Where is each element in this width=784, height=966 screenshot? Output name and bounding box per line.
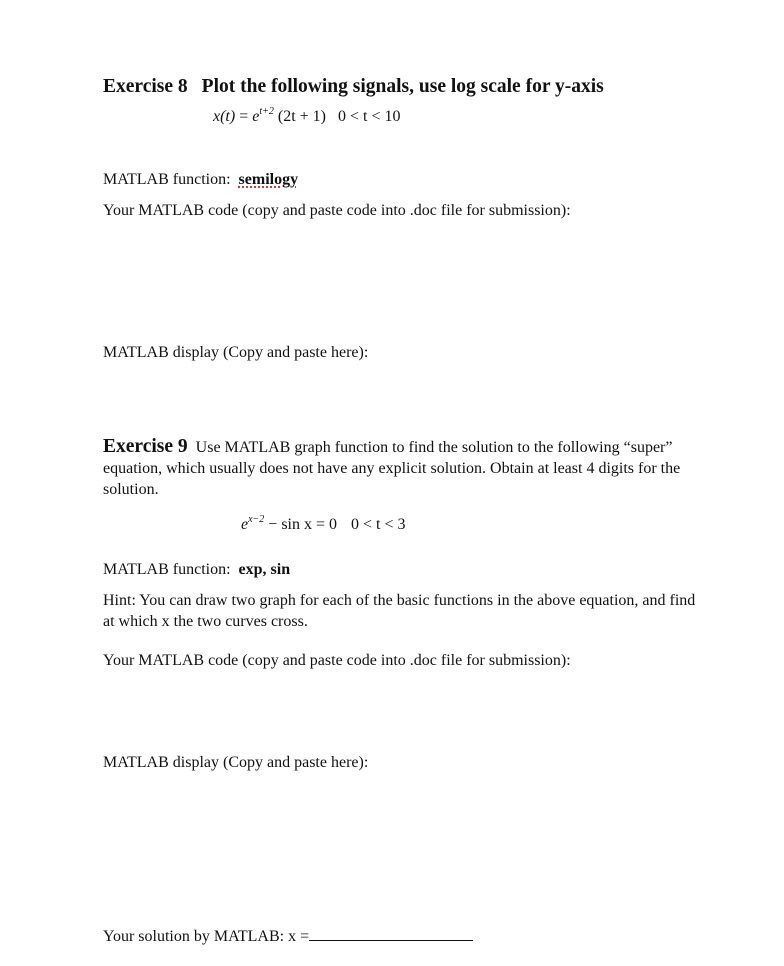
- exercise-8-title: Plot the following signals, use log scale for y-axis: [201, 76, 604, 97]
- exercise-9-text: Use MATLAB graph function to find the solution to the following “super” equation, which usually does not have any explicit solution. Obtain at least 4 digits for the solution.: [103, 439, 681, 498]
- exercise-8-function-line: [103, 171, 298, 189]
- equation-base: e: [252, 108, 260, 125]
- exercise-9-equation: [241, 514, 406, 534]
- equation-lhs: x(t): [213, 108, 236, 125]
- equation-rest: − sin x = 0: [268, 516, 338, 533]
- function-name: semilogy: [238, 171, 299, 188]
- function-label: MATLAB function:: [103, 561, 231, 578]
- exercise-9-code-prompt: Your MATLAB code (copy and paste code into .doc file for submission):: [103, 652, 571, 669]
- equation-base: e: [241, 516, 249, 533]
- exercise-9-function-line: [103, 561, 290, 579]
- solution-label: Your solution by MATLAB: x =: [103, 928, 310, 945]
- function-name: exp, sin: [238, 561, 291, 578]
- equation-exponent: t+2: [259, 106, 274, 117]
- equation-exponent: x−2: [248, 514, 265, 525]
- exercise-9-hint: Hint: You can draw two graph for each of the basic functions in the above equation, and find at which x the two curves cross.: [103, 592, 696, 630]
- equation-range: 0 < t < 10: [338, 108, 401, 125]
- exercise-9-intro: [103, 436, 703, 500]
- exercise-8-equation: [213, 106, 401, 126]
- exercise-8-display-prompt: MATLAB display (Copy and paste here):: [103, 344, 369, 361]
- exercise-9-number: Exercise 9: [103, 436, 188, 457]
- equation-range: 0 < t < 3: [351, 516, 406, 533]
- exercise-9-display-prompt: MATLAB display (Copy and paste here):: [103, 754, 369, 771]
- exercise-8-number: Exercise 8: [103, 76, 188, 97]
- function-label: MATLAB function:: [103, 171, 231, 188]
- equation-equals: =: [239, 108, 249, 125]
- equation-factor: (2t + 1): [277, 108, 326, 125]
- solution-line: [103, 926, 473, 946]
- exercise-8-heading: [103, 76, 604, 98]
- exercise-8-code-prompt: Your MATLAB code (copy and paste code into .doc file for submission):: [103, 202, 571, 219]
- solution-answer-blank[interactable]: [309, 926, 473, 941]
